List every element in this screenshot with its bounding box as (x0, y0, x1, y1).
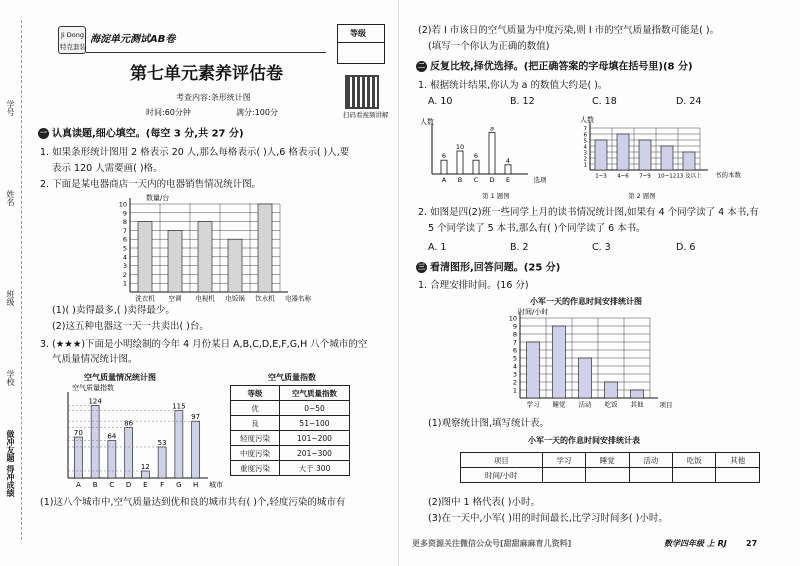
bar (228, 239, 242, 292)
data-label: 70 (73, 429, 83, 437)
table-header-cell: 活动 (629, 453, 672, 468)
data-label: 124 (88, 397, 102, 406)
brand-logo-subtext: 特克套装 (60, 43, 86, 51)
page-divider (398, 0, 399, 566)
s2-q2-option-a: A. 1 (428, 242, 447, 253)
grade-box-label: 等级 (350, 29, 366, 38)
bar (579, 358, 592, 398)
q2-text: 2. 下面是某电器商店一天内的电器销售情况统计图。 (40, 179, 262, 190)
answer-cell[interactable] (586, 468, 629, 483)
data-label: 64 (107, 432, 117, 441)
bar (661, 146, 673, 170)
footer-book: 数学四年级 上 RJ (664, 539, 727, 548)
bar (125, 428, 133, 478)
footer-promo: 更多资源关注微信公众号[甜甜麻麻育儿资料] (412, 539, 572, 548)
y-tick-label: 4 (583, 144, 587, 151)
y-tick-label: 7 (512, 338, 517, 347)
table-row (231, 461, 350, 476)
bar (192, 421, 200, 478)
margin-label-school: 学校 (6, 370, 15, 386)
table-cell: 优 (231, 401, 280, 416)
s2-q1-option-c: C. 18 (592, 96, 617, 107)
aqi-bar-chart (48, 382, 228, 494)
table-row (231, 431, 350, 446)
x-axis-label: 电器名称 (285, 294, 311, 303)
data-label: 12 (140, 462, 150, 471)
y-tick-label: 8 (122, 218, 127, 227)
x-tick-label: F (160, 481, 165, 489)
s3-q1-text: 1. 合理安排时间。(16 分) (418, 280, 529, 291)
qr-caption: 扫码看视频讲解 (343, 111, 389, 119)
bar (527, 342, 540, 398)
bar (553, 326, 566, 398)
bar (639, 140, 651, 170)
s2-q1-text: 1. 根据统计结果,你认为 a 的数值大约是( )。 (418, 80, 608, 91)
y-tick-label: 10 (118, 200, 127, 209)
y-tick-label: 2 (512, 378, 517, 387)
y-tick-label: 5 (512, 354, 517, 363)
figure2-caption: 第 2 题图 (628, 192, 656, 200)
table-header-cell: 空气质量指数 (280, 386, 350, 401)
header-rule (86, 52, 326, 53)
y-axis-label: 人数 (580, 116, 594, 124)
section3-number: 三 (418, 263, 425, 271)
full-score: 满分:100分 (236, 108, 278, 117)
x-tick-label: 空调 (168, 294, 182, 303)
bar (175, 411, 183, 478)
x-tick-label: 睡觉 (552, 400, 566, 409)
x-tick-label: A (441, 176, 447, 184)
table-header-cell: 项目 (461, 453, 543, 468)
section1-title (38, 128, 244, 141)
x-tick-label: 13 及以上 (676, 173, 702, 180)
q3-sub2-line2: (填写一个你认为正确的数值) (428, 41, 550, 52)
table-cell: 大于 300 (280, 461, 350, 476)
data-label: 115 (172, 402, 186, 411)
table-row (231, 416, 350, 431)
section1-number: 一 (40, 129, 47, 137)
binding-margin (0, 0, 30, 566)
section2-title (416, 61, 693, 74)
bar (605, 382, 618, 398)
s2-q1-option-a: A. 10 (428, 96, 453, 107)
data-label: a (490, 124, 494, 133)
y-tick-label: 3 (583, 150, 587, 157)
q1-line2: 表示 120 人需要画( )格。 (52, 163, 163, 174)
y-tick-label: 9 (512, 322, 517, 331)
y-axis-label: 时间/小时 (518, 308, 549, 316)
bar (617, 134, 629, 170)
data-label: 10 (455, 143, 465, 151)
bar (258, 204, 272, 292)
table-header-cell: 睡觉 (586, 453, 629, 468)
y-tick-label: 1 (122, 279, 127, 288)
bar (505, 165, 511, 174)
brand-logo (58, 26, 86, 54)
bar (457, 151, 463, 174)
x-tick-label: 其他 (630, 400, 644, 409)
x-tick-label: E (505, 176, 511, 184)
table-cell: 51~100 (280, 416, 350, 431)
q2-sub2: (2)这五种电器这一天一共卖出( )台。 (52, 321, 209, 332)
grade-box (337, 24, 385, 64)
y-tick-label: 7 (583, 126, 587, 133)
y-tick-label: 4 (122, 253, 127, 262)
y-axis-label: 人数 (420, 118, 434, 126)
y-tick-label: 6 (122, 235, 127, 244)
time-limit: 时间:60分钟 (146, 108, 191, 117)
bar (91, 405, 99, 478)
x-tick-label: G (176, 481, 182, 489)
y-axis-label: 数量/台 (146, 194, 170, 202)
s3-sub1: (1)观察统计图,填写统计表。 (428, 418, 549, 429)
x-tick-label: B (457, 176, 463, 184)
q2-sub1: (1)( )卖得最多,( )卖得最少。 (52, 305, 175, 316)
y-tick-label: 3 (512, 370, 517, 379)
table-row (461, 468, 760, 483)
y-axis-label: 空气质量指数 (72, 384, 114, 392)
margin-label-name: 姓名 (6, 190, 15, 206)
y-tick-label: 2 (583, 156, 587, 163)
table-cell: 201~300 (280, 446, 350, 461)
table-cell: 0~50 (280, 401, 350, 416)
x-tick-label: A (75, 481, 81, 489)
s2-q2-option-c: C. 3 (592, 242, 611, 253)
bar (74, 437, 82, 478)
y-tick-label: 9 (122, 209, 127, 218)
table-cell: 101~200 (280, 431, 350, 446)
brand-logo-text: Ji Dong (61, 31, 85, 39)
y-tick-label: 7 (122, 226, 127, 235)
s2-q1-option-d: D. 24 (676, 96, 702, 107)
q1-line1: 1. 如果条形统计图用 2 格表示 20 人,那么每格表示( )人,6 格表示( )人,要 (40, 147, 350, 158)
bar (631, 390, 644, 398)
aqi-table (230, 385, 350, 476)
data-label: 6 (473, 152, 479, 161)
data-label: 6 (441, 152, 447, 161)
q3-line2: 气质量情况统计图。 (52, 354, 138, 365)
y-tick-label: 6 (583, 132, 587, 139)
time-table (460, 452, 760, 483)
bar (683, 152, 695, 170)
figure1-bar-chart (418, 114, 558, 188)
margin-label-class: 班级 (6, 290, 15, 306)
x-tick-label: 吃饭 (604, 400, 618, 409)
x-tick-label: 学习 (526, 400, 540, 409)
answer-cell[interactable] (629, 468, 672, 483)
page-number: 27 (746, 539, 758, 548)
x-axis-label: 选项 (533, 176, 547, 184)
series-title: 海淀单元测试AB卷 (90, 34, 176, 45)
content-tag: 考查内容:条形统计图 (176, 93, 251, 102)
q3-line1: 3. (★★★)下面是小明绘制的今年 4 月份某日 A,B,C,D,E,F,G,H 八个城市的空 (40, 339, 368, 350)
bar (473, 160, 479, 174)
x-tick-label: 电视机 (195, 294, 215, 303)
table-cell: 中度污染 (231, 446, 280, 461)
x-tick-label: D (489, 176, 495, 184)
x-axis-label: 城市 (209, 481, 223, 489)
x-tick-label: C (473, 176, 479, 184)
bar (158, 447, 166, 478)
bar (489, 133, 495, 174)
x-tick-label: 饮水机 (255, 294, 275, 303)
table-header-cell: 学习 (542, 453, 585, 468)
s3-sub3: (3)在一天中,小军( )用的时间最长,比学习时间多( )小时。 (428, 513, 668, 524)
table-row (231, 446, 350, 461)
bar (108, 441, 116, 478)
bar (168, 230, 182, 292)
data-label: 53 (157, 438, 167, 447)
x-axis-label: 书的本数 (715, 171, 741, 179)
answer-cell[interactable] (716, 468, 760, 483)
x-tick-label: B (92, 481, 98, 489)
y-tick-label: 1 (583, 162, 587, 169)
y-tick-label: 8 (512, 330, 517, 339)
s2-q2-line2: 5 个同学读了 5 本书,那么有( )个同学读了 6 本书。 (428, 223, 646, 234)
sales-bar-chart (100, 192, 330, 304)
x-tick-label: D (125, 481, 132, 489)
figure1-caption: 第 1 题图 (482, 192, 510, 200)
table-row (231, 401, 350, 416)
q3-sub1: (1)这八个城市中,空气质量达到优和良的城市共有( )个,轻度污染的城市有 (40, 497, 346, 508)
x-axis-label: 项目 (659, 401, 673, 409)
section3-title (416, 262, 560, 275)
table-header-cell: 吃饭 (673, 453, 716, 468)
bar (138, 222, 152, 292)
y-tick-label: 6 (512, 346, 517, 355)
table-cell: 重度污染 (231, 461, 280, 476)
x-tick-label: 洗衣机 (135, 294, 155, 303)
figure2-bar-chart (572, 114, 782, 188)
s2-q2-option-b: B. 2 (510, 242, 529, 253)
time-bar-chart (500, 306, 690, 412)
s3-sub2: (2)图中 1 格代表( )小时。 (428, 497, 540, 508)
x-tick-label: E (143, 481, 148, 489)
y-tick-label: 10 (508, 314, 517, 323)
table-header-cell: 等级 (231, 386, 280, 401)
x-tick-label: C (109, 481, 115, 489)
y-tick-label: 3 (122, 262, 127, 271)
time-table-title: 小军一天的作息时间安排统计表 (528, 436, 640, 445)
answer-cell[interactable] (542, 468, 585, 483)
y-tick-label: 5 (122, 244, 127, 253)
margin-label-number: 学号 (6, 100, 15, 116)
q3-sub2-line1: (2)若 I 市该日的空气质量为中度污染,则 I 市的空气质量指数可能是( )。 (418, 25, 720, 36)
s2-q1-option-b: B. 12 (510, 96, 535, 107)
section3-title-text: 看清图形,回答问题。(25 分) (430, 262, 561, 274)
bar (141, 471, 149, 478)
y-tick-label: 4 (512, 362, 517, 371)
s2-q2-option-d: D. 6 (676, 242, 696, 253)
x-tick-label: 活动 (578, 400, 592, 409)
x-tick-label: H (192, 481, 199, 489)
section1-title-text: 认真读题,细心填空。(每空 3 分,共 27 分) (52, 128, 244, 140)
aqi-table-title: 空气质量指数 (268, 373, 316, 382)
y-tick-label: 1 (512, 386, 517, 395)
data-label: 97 (191, 413, 201, 422)
x-tick-label: 7~9 (639, 173, 651, 180)
data-label: 4 (505, 156, 511, 165)
x-tick-label: 1~3 (595, 173, 607, 180)
y-tick-label: 2 (122, 270, 127, 279)
qr-code[interactable] (345, 75, 379, 109)
x-tick-label: 4~6 (617, 173, 629, 180)
time-chart-title: 小军一天的作息时间安排统计图 (530, 297, 642, 306)
y-tick-label: 5 (583, 138, 587, 145)
table-header-row (461, 453, 760, 468)
bar (441, 160, 447, 174)
page-title: 第七单元素养评估卷 (130, 64, 283, 84)
s2-q2-line1: 2. 如图是四(2)班一些同学上月的读书情况统计图,如果有 4 个同学读了 4 本书,有 (418, 207, 759, 218)
table-header-row (231, 386, 350, 401)
section2-title-text: 反复比较,择优选择。(把正确答案的字母填在括号里)(8 分) (430, 61, 693, 73)
data-label: 86 (124, 419, 134, 428)
table-cell: 良 (231, 416, 280, 431)
aqi-chart-title: 空气质量情况统计图 (84, 373, 156, 382)
x-tick-label: 电饭锅 (225, 294, 245, 303)
x-tick-label: 10~12 (657, 173, 677, 180)
margin-motto: 做冲友题 得冲成绩 (6, 430, 15, 497)
bar (595, 140, 607, 170)
answer-cell[interactable] (673, 468, 716, 483)
bar (198, 222, 212, 292)
table-row-label: 时间/小时 (461, 468, 543, 483)
table-header-cell: 其他 (716, 453, 760, 468)
table-cell: 轻度污染 (231, 431, 280, 446)
section2-number: 二 (418, 62, 425, 70)
